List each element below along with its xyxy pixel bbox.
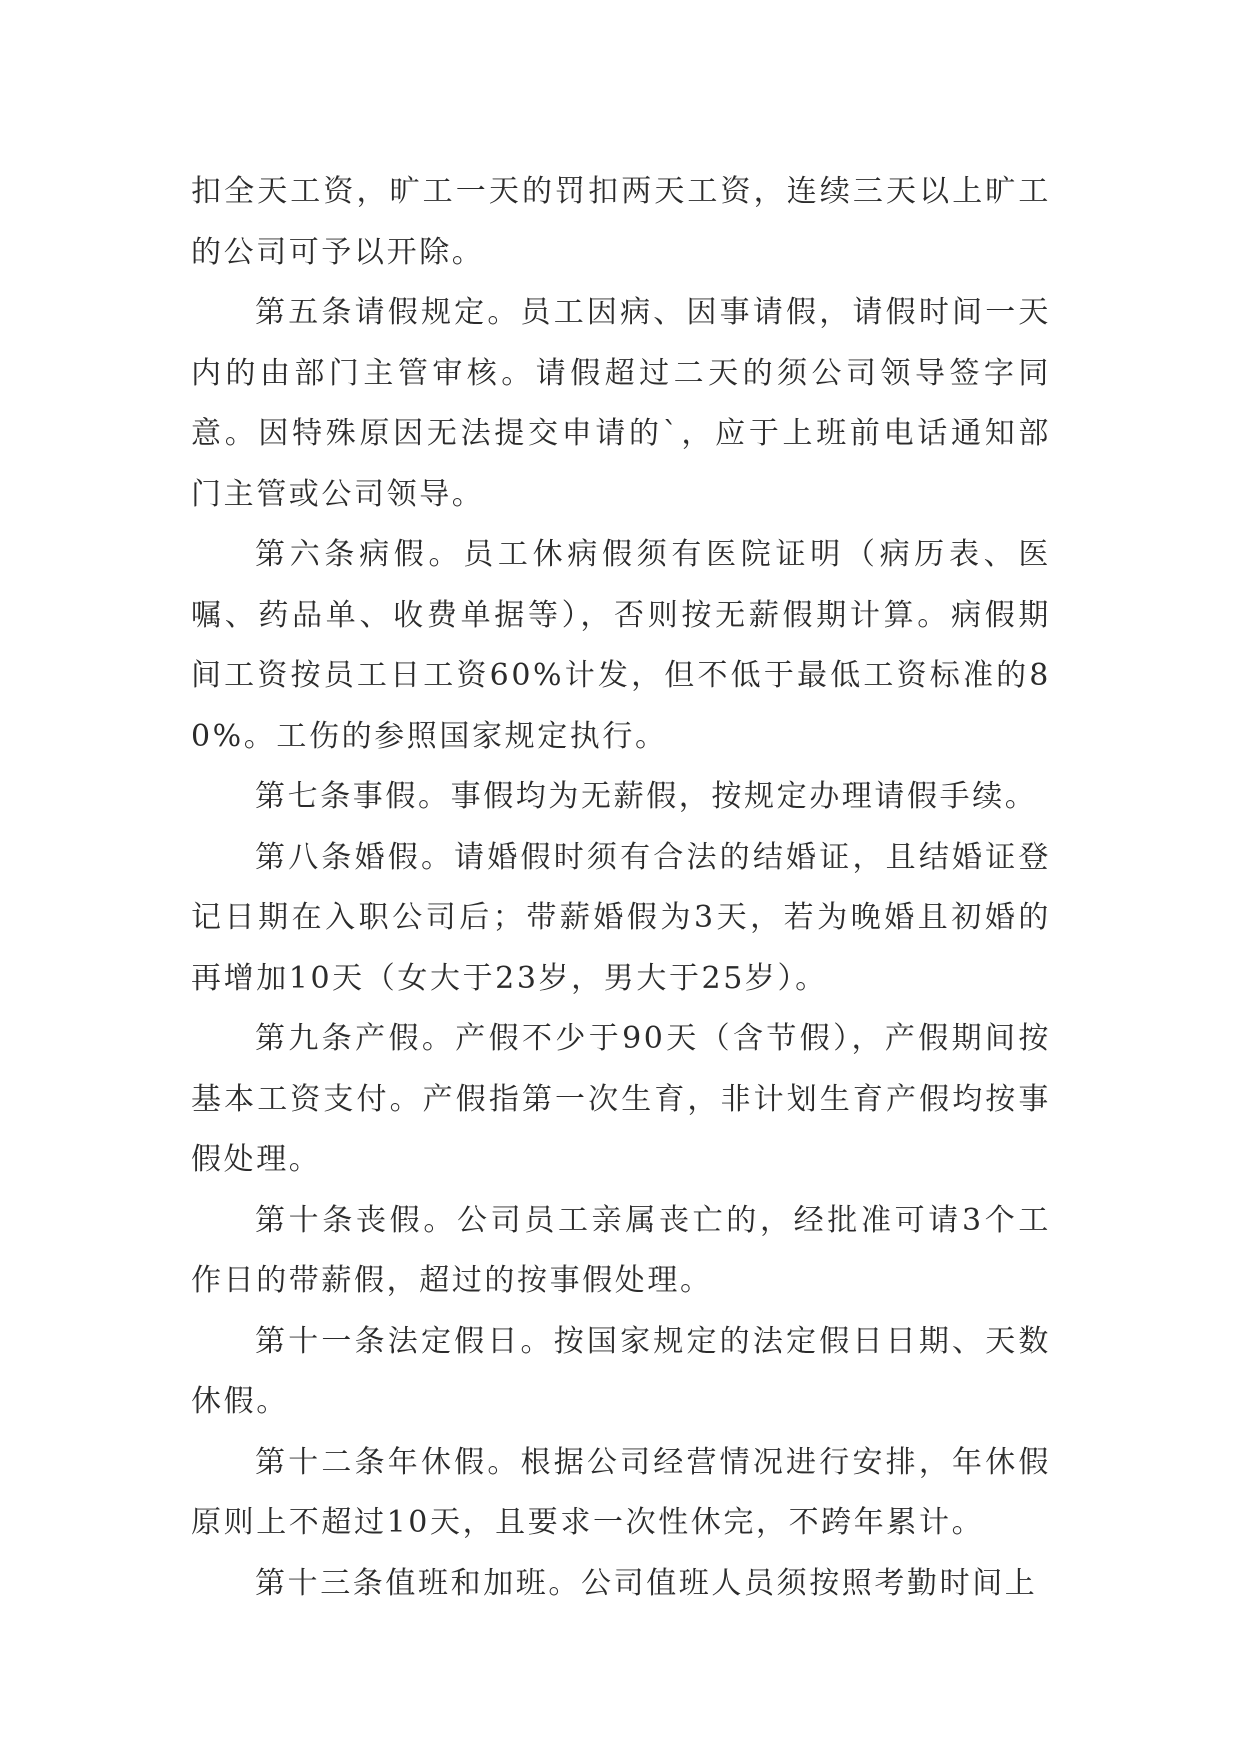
paragraph-article-8: 第八条婚假。请婚假时须有合法的结婚证，且结婚证登记日期在入职公司后；带薪婚假为3天，若为晚婚且初婚的再增加10天（女大于23岁，男大于25岁）。	[191, 839, 1051, 996]
paragraph-article-11: 第十一条法定假日。按国家规定的法定假日日期、天数休假。	[191, 1323, 1051, 1419]
paragraph-article-10: 第十条丧假。公司员工亲属丧亡的，经批准可请3个工作日的带薪假，超过的按事假处理。	[191, 1202, 1051, 1298]
paragraph-article-12: 第十二条年休假。根据公司经营情况进行安排，年休假原则上不超过10天，且要求一次性休完，不跨年累计。	[191, 1444, 1051, 1540]
paragraph-article-7: 第七条事假。事假均为无薪假，按规定办理请假手续。	[255, 779, 1038, 814]
paragraph-article-6: 第六条病假。员工休病假须有医院证明（病历表、医嘱、药品单、收费单据等），否则按无薪假期计算。病假期间工资按员工日工资60%计发，但不低于最低工资标准的80%。工伤的参照国家规定执行。	[191, 537, 1051, 754]
paragraph-article-5: 第五条请假规定。员工因病、因事请假，请假时间一天内的由部门主管审核。请假超过二天的须公司领导签字同意。因特殊原因无法提交申请的`，应于上班前电话通知部门主管或公司领导。	[191, 295, 1051, 512]
document-body	[191, 162, 1051, 1614]
paragraph-article-9: 第九条产假。产假不少于90天（含节假），产假期间按基本工资支付。产假指第一次生育，非计划生育产假均按事假处理。	[191, 1021, 1051, 1177]
paragraph-continuation: 扣全天工资，旷工一天的罚扣两天工资，连续三天以上旷工的公司可予以开除。	[191, 174, 1051, 270]
paragraph-article-13: 第十三条值班和加班。公司值班人员须按照考勤时间上	[255, 1565, 1038, 1601]
